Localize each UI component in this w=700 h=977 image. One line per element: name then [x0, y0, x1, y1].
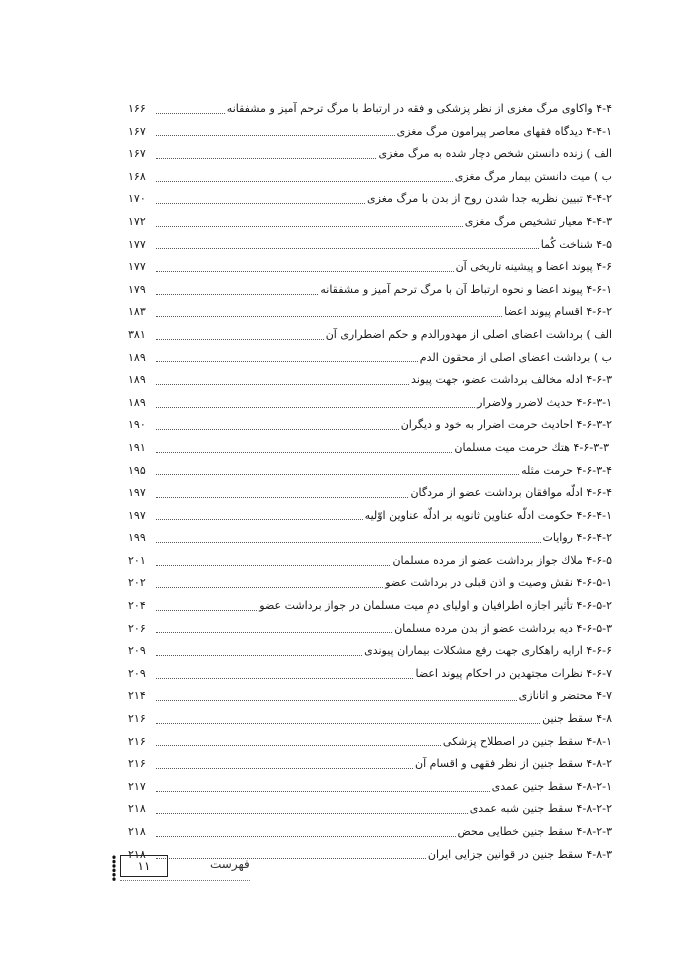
dot-leader: [156, 339, 324, 340]
toc-entry-title: ۴-۶-۱ پیوند اعضا و نحوه ارتباط آن با مرگ ترحم آمیز و مشفقانه: [320, 282, 612, 296]
toc-entry: [128, 98, 612, 121]
toc-entry: [128, 776, 612, 799]
toc-entry: [128, 482, 612, 505]
toc-entry-title: ۴-۴-۱ دیدگاه فقهای معاصر پیرامون مرگ مغزی: [396, 124, 612, 138]
toc-entry-page: ۱۶۶: [128, 102, 146, 115]
toc-entry-page: ۱۶۷: [128, 147, 146, 161]
toc-entry-page: ۱۸۹: [128, 350, 146, 364]
toc-entry-page: ۲۱۸: [128, 802, 146, 816]
dot-leader: [156, 113, 225, 114]
dot-leader: [156, 610, 257, 611]
page-number: ۱۱: [120, 855, 168, 877]
dot-leader: [156, 181, 453, 182]
toc-entry-title: ۴-۸-۱ سقط جنین در اصطلاح پزشکی: [442, 734, 612, 748]
toc-entry-page: ۱۸۹: [128, 373, 146, 387]
toc-entry-page: ۱۸۳: [128, 305, 146, 319]
toc-entry-page: ۲۱۴: [128, 689, 146, 703]
toc-entry: [128, 414, 612, 437]
dot-leader: [156, 158, 376, 159]
toc-entry-page: ۱۹۰: [128, 418, 146, 432]
dot-leader: [156, 791, 490, 792]
toc-entry-title: ۴-۶-۷ نظرات مجتهدین در احکام پیوند اعضا: [415, 666, 612, 680]
toc-entry-page: ۲۱۶: [128, 734, 146, 748]
toc-entry-page: ۱۷۷: [128, 237, 146, 251]
toc-entry: [128, 166, 612, 189]
dot-leader: [156, 384, 409, 385]
toc-entry-page: ۱۶۸: [128, 169, 146, 183]
toc-entry: [128, 301, 612, 324]
toc-entry: [128, 572, 612, 595]
dot-leader: [156, 452, 452, 453]
toc-entry-page: ۱۹۷: [128, 486, 146, 500]
toc-entry: [128, 640, 612, 663]
toc-entry: [128, 347, 612, 370]
toc-entry-title: ۴-۶ پیوند اعضا و پیشینه تاریخی آن: [455, 260, 612, 274]
toc-entry: [128, 821, 612, 844]
toc-entry-title: ۴-۶-۳-۱ حدیث لاضرر ولاضرار: [477, 395, 612, 409]
toc-entry: [128, 663, 612, 686]
toc-entry: [128, 234, 612, 257]
toc-entry-title: ب ) میت دانستن بیمار مرگ مغزی: [454, 169, 612, 183]
toc-entry-page: ۱۷۰: [128, 192, 146, 206]
dot-leader: [156, 135, 395, 136]
dot-leader: [156, 361, 418, 362]
toc-entry-page: ۲۰۴: [128, 599, 146, 613]
toc-entry-page: ۲۱۶: [128, 757, 146, 771]
toc-entry-page: ۱۸۹: [128, 395, 146, 409]
footer-dotted-rule: [120, 880, 250, 881]
toc-entry-page: ۱۹۵: [128, 463, 146, 477]
toc-entry-page: ۲۰۶: [128, 621, 146, 635]
toc-entry-title: ۴-۶-۳-۳ هتك حرمت میت مسلمان: [454, 440, 609, 454]
toc-entry: [128, 143, 612, 166]
dot-leader: [156, 203, 365, 204]
dot-leader: [156, 542, 541, 543]
dot-leader: [156, 768, 413, 769]
toc-entry-title: ۴-۶-۳-۲ احادیث حرمت اضرار به خود و دیگران: [400, 418, 612, 432]
toc-entry: [128, 188, 612, 211]
toc-entry: [128, 460, 612, 483]
toc-entry-page: ۲۱۷: [128, 779, 146, 793]
toc-entry-title: ۴-۶-۵-۳ دیه برداشت عضو از بدن مرده مسلمان: [394, 621, 612, 635]
dot-leader: [156, 248, 539, 249]
dot-leader: [156, 565, 390, 566]
running-title: فهرست: [210, 857, 250, 871]
toc-entry-title: ۴-۶-۲ اقسام پیوند اعضا: [504, 305, 612, 319]
toc-entry: [128, 369, 612, 392]
toc-entry-title: الف ) برداشت اعضای اصلی از مهدورالدم و حکم اضطراری آن: [325, 327, 612, 341]
dot-leader: [156, 407, 475, 408]
toc-entry: [128, 121, 612, 144]
dot-leader: [156, 632, 392, 633]
dot-leader: [156, 429, 399, 430]
dot-leader: [156, 474, 519, 475]
dot-leader: [156, 294, 318, 295]
toc-entry-title: ۴-۸-۲-۲ سقط جنین شبه عمدی: [469, 802, 612, 816]
toc-entry-title: ۴-۸-۲-۱ سقط جنین عمدی: [491, 779, 612, 793]
toc-entry-page: ۱۹۹: [128, 531, 146, 545]
toc-entry: [128, 324, 612, 347]
toc-entry: [128, 437, 612, 460]
dot-leader: [156, 678, 413, 679]
toc-entry: [128, 708, 612, 731]
toc-entry: [128, 618, 612, 641]
toc-entry: [128, 505, 612, 528]
toc-entry: [128, 256, 612, 279]
toc-entry-page: ۳۸۱: [128, 327, 146, 341]
toc-entry-title: ب ) برداشت اعضای اصلی از محقون الدم: [419, 350, 612, 364]
dot-leader: [156, 836, 456, 837]
toc-entry: [128, 527, 612, 550]
toc-entry: [128, 211, 612, 234]
toc-entry-title: ۴-۴-۳ معیار تشخیص مرگ مغزی: [464, 214, 612, 228]
toc-entry-page: ۱۹۷: [128, 508, 146, 522]
toc-entry-title: ۴-۶-۳ ادله مخالف برداشت عضو، جهت پیوند: [411, 373, 612, 387]
toc-entry-page: ۲۰۱: [128, 553, 146, 567]
toc-entry-page: ۲۰۹: [128, 644, 146, 658]
toc-entry-title: ۴-۸-۲-۳ سقط جنین خطایی محض: [457, 825, 612, 838]
toc-entry-page: ۲۱۸: [128, 825, 146, 838]
dot-leader: [156, 745, 441, 746]
toc-entry-page: ۲۱۸: [128, 847, 146, 861]
toc-entry: [128, 279, 612, 302]
toc-entry-title: ۴-۶-۳-۴ حرمت مثله: [521, 463, 612, 477]
toc-entry: [128, 685, 612, 708]
table-of-contents: [128, 98, 612, 866]
toc-entry: [128, 595, 612, 618]
toc-entry-title: ۴-۶-۴ ادلّه موافقان برداشت عضو از مردگان: [410, 486, 612, 500]
footer-dots-decoration: [112, 855, 116, 881]
dot-leader: [156, 519, 363, 520]
dot-leader: [156, 700, 517, 701]
dot-leader: [156, 655, 362, 656]
dot-leader: [156, 587, 383, 588]
toc-entry-title: ۴-۸-۳ سقط جنین در قوانین جزایی ایران: [427, 847, 612, 861]
toc-entry-page: ۱۷۷: [128, 260, 146, 274]
dot-leader: [156, 723, 540, 724]
toc-entry-title: ۴-۶-۴-۱ حکومت ادلّه عناوین ثانویه بر ادلّه عناوین اوّلیه: [364, 508, 612, 522]
dot-leader: [156, 226, 463, 227]
toc-entry-title: ۴-۶-۵-۲ تأثیر اجازه اطرافیان و اولیای دمِ میت مسلمان در جواز برداشت عضو: [259, 599, 612, 613]
toc-entry-page: ۱۹۱: [128, 440, 146, 454]
toc-entry-page: ۱۶۷: [128, 124, 146, 138]
dot-leader: [156, 271, 454, 272]
toc-entry-title: ۴-۶-۴-۲ روایات: [542, 531, 612, 545]
toc-entry: [128, 798, 612, 821]
toc-entry-page: ۱۷۲: [128, 214, 146, 228]
toc-entry: [128, 392, 612, 415]
toc-entry-page: ۲۰۹: [128, 666, 146, 680]
toc-entry-page: ۲۱۶: [128, 712, 146, 726]
toc-entry-title: ۴-۷ محتضر و اتانازی: [518, 689, 612, 703]
toc-entry-title: ۴-۸ سقط جنین: [542, 712, 612, 726]
toc-entry-title: ۴-۴-۲ تبیین نظریه جدا شدن روح از بدن با مرگ مغزی: [367, 192, 612, 206]
toc-entry: [128, 753, 612, 776]
toc-entry-title: ۴-۶-۶ ارایه راهکاری جهت رفع مشکلات بیماران پیوندی: [364, 644, 612, 658]
dot-leader: [156, 813, 468, 814]
page-footer: [112, 853, 252, 883]
toc-entry-title: الف ) زنده دانستن شخص دچار شده به مرگ مغزی: [378, 147, 612, 161]
toc-entry-title: ۴-۴ واکاوی مرگ مغزی از نظر پزشکی و فقه در ارتباط با مرگ ترحم آمیز و مشفقانه: [226, 102, 612, 115]
toc-entry-title: ۴-۵ شناخت کُما: [540, 237, 612, 251]
toc-entry-title: ۴-۶-۵-۱ نقش وصیت و اذن قبلی در برداشت عضو: [385, 576, 612, 590]
toc-entry: [128, 550, 612, 573]
toc-entry-page: ۱۷۹: [128, 282, 146, 296]
toc-entry: [128, 731, 612, 754]
toc-entry-title: ۴-۸-۲ سقط جنین از نظر فقهی و اقسام آن: [415, 757, 612, 771]
toc-entry-page: ۲۰۲: [128, 576, 146, 590]
toc-entry-title: ۴-۶-۵ ملاك جواز برداشت عضو از مرده مسلمان: [392, 553, 612, 567]
dot-leader: [156, 497, 408, 498]
dot-leader: [156, 316, 502, 317]
